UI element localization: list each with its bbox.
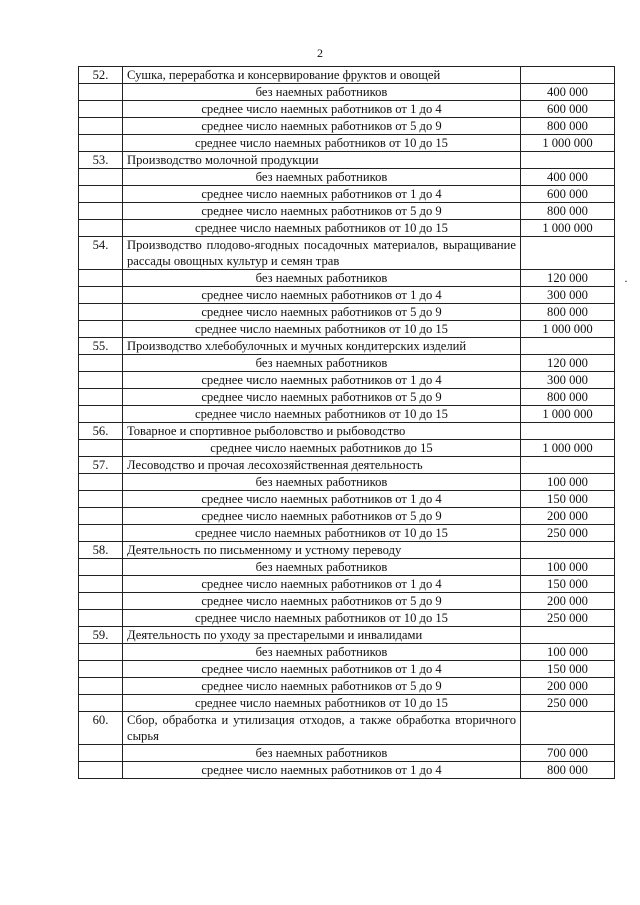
amount-value: 400 000 <box>521 84 615 101</box>
worker-category: среднее число наемных работников от 5 до 9 <box>123 593 521 610</box>
section-header-row <box>79 152 615 169</box>
amount-value: 250 000 <box>521 610 615 627</box>
table-row <box>79 474 615 491</box>
section-number: 53. <box>79 152 123 169</box>
table-row <box>79 372 615 389</box>
section-header-row <box>79 338 615 355</box>
section-number: 55. <box>79 338 123 355</box>
empty-amount-cell <box>521 542 615 559</box>
amount-value: 100 000 <box>521 474 615 491</box>
amount-value: 150 000 <box>521 576 615 593</box>
section-header-row <box>79 237 615 270</box>
amount-value: 800 000 <box>521 762 615 779</box>
empty-number-cell <box>79 135 123 152</box>
worker-category: среднее число наемных работников от 10 до 15 <box>123 135 521 152</box>
worker-category: среднее число наемных работников от 5 до 9 <box>123 203 521 220</box>
worker-category: среднее число наемных работников от 10 до 15 <box>123 220 521 237</box>
empty-number-cell <box>79 508 123 525</box>
table-row <box>79 270 615 287</box>
worker-category: без наемных работников <box>123 169 521 186</box>
section-header-row <box>79 542 615 559</box>
worker-category: среднее число наемных работников от 5 до 9 <box>123 304 521 321</box>
amount-value: 600 000 <box>521 101 615 118</box>
worker-category: среднее число наемных работников от 1 до 4 <box>123 101 521 118</box>
table-row <box>79 203 615 220</box>
section-title: Производство молочной продукции <box>123 152 521 169</box>
table-row <box>79 355 615 372</box>
empty-number-cell <box>79 355 123 372</box>
empty-number-cell <box>79 287 123 304</box>
worker-category: среднее число наемных работников от 10 до 15 <box>123 610 521 627</box>
empty-number-cell <box>79 762 123 779</box>
empty-amount-cell <box>521 338 615 355</box>
table-row <box>79 745 615 762</box>
section-number: 58. <box>79 542 123 559</box>
amount-value: 300 000 <box>521 287 615 304</box>
empty-number-cell <box>79 118 123 135</box>
table-row <box>79 101 615 118</box>
empty-amount-cell <box>521 152 615 169</box>
section-header-row <box>79 67 615 84</box>
empty-number-cell <box>79 644 123 661</box>
empty-number-cell <box>79 576 123 593</box>
worker-category: среднее число наемных работников от 10 до 15 <box>123 525 521 542</box>
empty-number-cell <box>79 474 123 491</box>
worker-category: среднее число наемных работников до 15 <box>123 440 521 457</box>
section-title: Производство плодово-ягодных посадочных материалов, выращивание рассады овощных культур и семян трав <box>123 237 521 270</box>
table-row <box>79 186 615 203</box>
table-row <box>79 84 615 101</box>
table-row <box>79 508 615 525</box>
table-row <box>79 593 615 610</box>
section-number: 54. <box>79 237 123 270</box>
amount-value: 800 000 <box>521 118 615 135</box>
worker-category: среднее число наемных работников от 5 до 9 <box>123 678 521 695</box>
section-header-row <box>79 627 615 644</box>
table-row <box>79 491 615 508</box>
section-number: 59. <box>79 627 123 644</box>
worker-category: среднее число наемных работников от 1 до 4 <box>123 372 521 389</box>
empty-number-cell <box>79 661 123 678</box>
empty-number-cell <box>79 270 123 287</box>
amount-value: 200 000 <box>521 678 615 695</box>
worker-category: среднее число наемных работников от 1 до 4 <box>123 186 521 203</box>
table-body <box>79 67 615 779</box>
table-row <box>79 406 615 423</box>
amount-value: 400 000 <box>521 169 615 186</box>
section-title: Товарное и спортивное рыболовство и рыбоводство <box>123 423 521 440</box>
empty-number-cell <box>79 678 123 695</box>
empty-amount-cell <box>521 237 615 270</box>
worker-category: без наемных работников <box>123 644 521 661</box>
amount-value: 250 000 <box>521 695 615 712</box>
worker-category: среднее число наемных работников от 1 до 4 <box>123 491 521 508</box>
worker-category: среднее число наемных работников от 1 до 4 <box>123 287 521 304</box>
amount-value: 1 000 000 <box>521 220 615 237</box>
empty-number-cell <box>79 745 123 762</box>
worker-category: среднее число наемных работников от 5 до 9 <box>123 118 521 135</box>
worker-category: среднее число наемных работников от 1 до 4 <box>123 762 521 779</box>
table-row <box>79 304 615 321</box>
empty-number-cell <box>79 389 123 406</box>
empty-amount-cell <box>521 712 615 745</box>
amount-value: 120 000 <box>521 355 615 372</box>
tariff-table <box>78 66 615 779</box>
empty-number-cell <box>79 525 123 542</box>
worker-category: без наемных работников <box>123 745 521 762</box>
empty-number-cell <box>79 169 123 186</box>
worker-category: среднее число наемных работников от 1 до 4 <box>123 661 521 678</box>
table-row <box>79 440 615 457</box>
section-title: Производство хлебобулочных и мучных кондитерских изделий <box>123 338 521 355</box>
empty-number-cell <box>79 491 123 508</box>
empty-number-cell <box>79 406 123 423</box>
worker-category: среднее число наемных работников от 5 до 9 <box>123 389 521 406</box>
amount-value: 700 000 <box>521 745 615 762</box>
empty-number-cell <box>79 593 123 610</box>
empty-number-cell <box>79 101 123 118</box>
amount-value: 800 000 <box>521 304 615 321</box>
empty-number-cell <box>79 610 123 627</box>
worker-category: среднее число наемных работников от 1 до 4 <box>123 576 521 593</box>
empty-number-cell <box>79 203 123 220</box>
table-row <box>79 559 615 576</box>
amount-value: 800 000 <box>521 389 615 406</box>
section-title: Лесоводство и прочая лесохозяйственная деятельность <box>123 457 521 474</box>
table-row <box>79 169 615 186</box>
amount-value: 150 000 <box>521 491 615 508</box>
table-row <box>79 695 615 712</box>
empty-number-cell <box>79 220 123 237</box>
worker-category: среднее число наемных работников от 10 до 15 <box>123 695 521 712</box>
amount-value: 250 000 <box>521 525 615 542</box>
section-title: Деятельность по письменному и устному переводу <box>123 542 521 559</box>
table-row <box>79 644 615 661</box>
empty-amount-cell <box>521 627 615 644</box>
amount-value: 1 000 000 <box>521 440 615 457</box>
table-row <box>79 661 615 678</box>
empty-number-cell <box>79 186 123 203</box>
stray-mark: · <box>624 274 628 288</box>
section-number: 52. <box>79 67 123 84</box>
section-title: Сбор, обработка и утилизация отходов, а также обработка вторичного сырья <box>123 712 521 745</box>
worker-category: без наемных работников <box>123 84 521 101</box>
worker-category: среднее число наемных работников от 10 до 15 <box>123 321 521 338</box>
worker-category: среднее число наемных работников от 10 до 15 <box>123 406 521 423</box>
empty-number-cell <box>79 321 123 338</box>
empty-number-cell <box>79 304 123 321</box>
worker-category: без наемных работников <box>123 559 521 576</box>
table-row <box>79 576 615 593</box>
section-header-row <box>79 457 615 474</box>
empty-amount-cell <box>521 67 615 84</box>
worker-category: без наемных работников <box>123 270 521 287</box>
empty-number-cell <box>79 84 123 101</box>
empty-amount-cell <box>521 457 615 474</box>
section-number: 57. <box>79 457 123 474</box>
section-number: 56. <box>79 423 123 440</box>
amount-value: 150 000 <box>521 661 615 678</box>
worker-category: без наемных работников <box>123 355 521 372</box>
table-row <box>79 287 615 304</box>
amount-value: 100 000 <box>521 559 615 576</box>
table-row <box>79 525 615 542</box>
table-row <box>79 220 615 237</box>
amount-value: 800 000 <box>521 203 615 220</box>
amount-value: 120 000 <box>521 270 615 287</box>
table-row <box>79 762 615 779</box>
amount-value: 300 000 <box>521 372 615 389</box>
empty-number-cell <box>79 372 123 389</box>
empty-number-cell <box>79 440 123 457</box>
table-row <box>79 610 615 627</box>
amount-value: 600 000 <box>521 186 615 203</box>
amount-value: 200 000 <box>521 593 615 610</box>
page-number: 2 <box>317 46 323 60</box>
worker-category: без наемных работников <box>123 474 521 491</box>
table-row <box>79 389 615 406</box>
amount-value: 1 000 000 <box>521 321 615 338</box>
section-title: Деятельность по уходу за престарелыми и инвалидами <box>123 627 521 644</box>
table-row <box>79 118 615 135</box>
table-row <box>79 321 615 338</box>
empty-number-cell <box>79 559 123 576</box>
empty-number-cell <box>79 695 123 712</box>
section-header-row <box>79 712 615 745</box>
amount-value: 1 000 000 <box>521 135 615 152</box>
amount-value: 100 000 <box>521 644 615 661</box>
worker-category: среднее число наемных работников от 5 до 9 <box>123 508 521 525</box>
amount-value: 200 000 <box>521 508 615 525</box>
empty-amount-cell <box>521 423 615 440</box>
table-row <box>79 678 615 695</box>
section-number: 60. <box>79 712 123 745</box>
section-title: Сушка, переработка и консервирование фруктов и овощей <box>123 67 521 84</box>
amount-value: 1 000 000 <box>521 406 615 423</box>
section-header-row <box>79 423 615 440</box>
table-row <box>79 135 615 152</box>
